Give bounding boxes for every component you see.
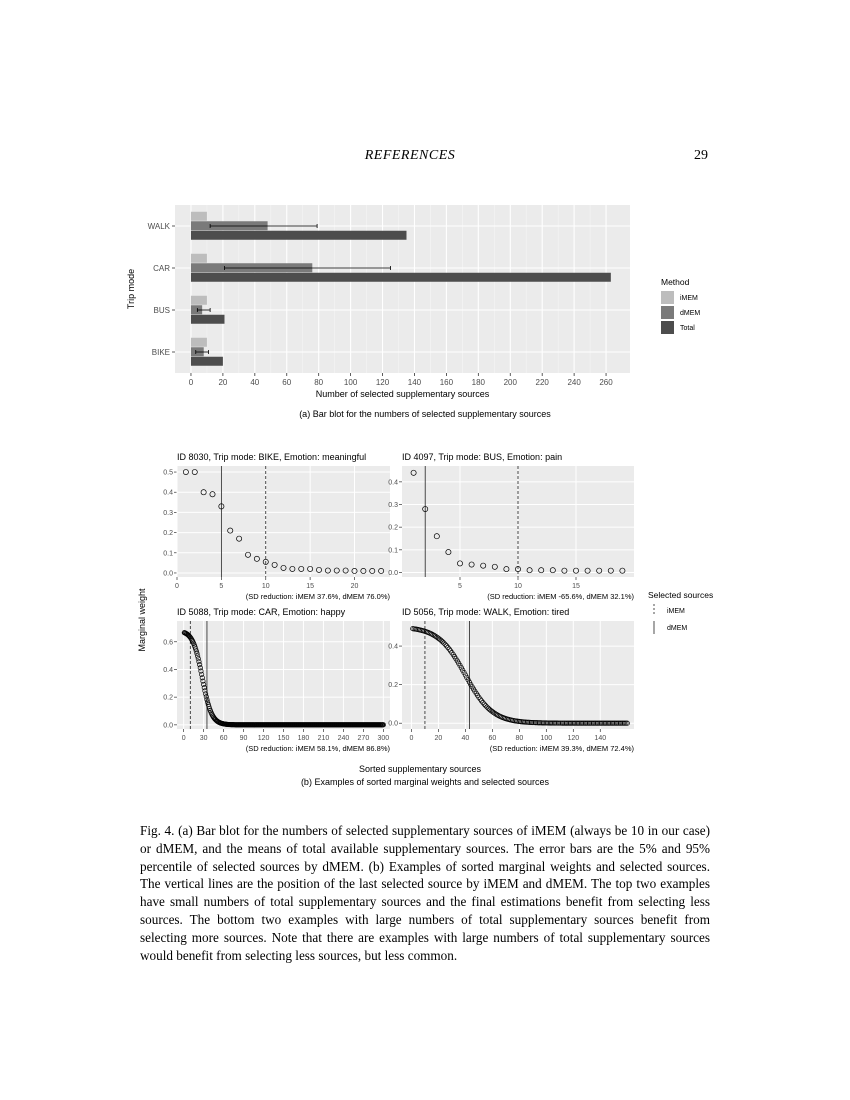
y-tick-label: BIKE — [151, 348, 170, 357]
x-tick-label: 40 — [461, 735, 470, 742]
y-tick-label: 0.4 — [388, 643, 398, 651]
x-tick-label: 260 — [599, 378, 613, 387]
y-tick-label: 0.4 — [163, 489, 173, 497]
bar-total — [191, 315, 225, 324]
y-tick-label: 0.1 — [163, 550, 173, 558]
x-tick-label: 0 — [188, 378, 194, 387]
plot-panel — [177, 466, 390, 577]
y-tick-label: 0.3 — [163, 509, 173, 517]
y-tick-label: 0.0 — [388, 569, 398, 577]
bar-imem — [191, 338, 207, 347]
x-tick-label: 5 — [219, 583, 224, 590]
x-tick-label: 210 — [317, 735, 330, 742]
bar-imem — [191, 254, 207, 263]
y-axis-label: Trip mode — [126, 268, 136, 310]
x-tick-label: 160 — [439, 378, 454, 387]
panel-title: ID 5088, Trip mode: CAR, Emotion: happy — [177, 607, 346, 617]
x-tick-label: 40 — [250, 378, 260, 387]
x-tick-label: 100 — [343, 378, 358, 387]
y-tick-label: 0.4 — [163, 666, 173, 674]
panel-note: (SD reduction: iMEM 39.3%, dMEM 72.4%) — [489, 744, 634, 753]
x-tick-label: 120 — [567, 735, 580, 742]
page-number: 29 — [694, 148, 708, 163]
x-tick-label: 300 — [377, 735, 390, 742]
x-tick-label: 140 — [407, 378, 422, 387]
y-tick-label: 0.2 — [163, 694, 173, 702]
panel-note: (SD reduction: iMEM 58.1%, dMEM 86.8%) — [245, 744, 390, 753]
x-tick-label: 20 — [434, 735, 443, 742]
bar-imem — [191, 296, 207, 305]
x-tick-label: 80 — [314, 378, 324, 387]
y-tick-label: CAR — [153, 264, 170, 273]
x-tick-label: 180 — [471, 378, 486, 387]
x-tick-label: 5 — [458, 583, 462, 590]
x-tick-label: 120 — [375, 378, 390, 387]
y-tick-label: 0.5 — [163, 469, 173, 477]
legend-title: Selected sources — [648, 590, 714, 600]
x-tick-label: 60 — [282, 378, 292, 387]
bar-chart-figure — [120, 195, 720, 425]
x-tick-label: 0 — [181, 735, 186, 742]
x-tick-label: 10 — [261, 583, 270, 590]
legend-label: dMEM — [680, 310, 701, 317]
bar-total — [191, 357, 223, 366]
y-tick-label: 0.0 — [388, 720, 398, 728]
subfigure-caption-a: (a) Bar blot for the numbers of selected supplementary sources — [299, 409, 551, 419]
x-tick-label: 220 — [535, 378, 549, 387]
panel-title: ID 4097, Trip mode: BUS, Emotion: pain — [402, 452, 563, 462]
legend-title: Method — [661, 277, 690, 287]
legend-label: iMEM — [667, 608, 685, 615]
y-tick-label: 0.0 — [163, 722, 173, 730]
subfigure-caption-b: (b) Examples of sorted marginal weights and selected sources — [300, 777, 550, 787]
bar-imem — [191, 212, 207, 221]
x-tick-label: 120 — [257, 735, 270, 742]
legend-key — [661, 291, 674, 304]
x-tick-label: 60 — [488, 735, 497, 742]
x-tick-label: 100 — [540, 735, 553, 742]
y-tick-label: 0.1 — [388, 547, 398, 555]
y-tick-label: 0.3 — [388, 502, 398, 510]
x-tick-label: 240 — [337, 735, 350, 742]
panel-title: ID 5056, Trip mode: WALK, Emotion: tired — [402, 607, 570, 617]
y-tick-label: 0.0 — [163, 570, 173, 578]
y-tick-label: 0.2 — [388, 524, 398, 532]
x-tick-label: 270 — [357, 735, 370, 742]
figure-caption: Fig. 4. (a) Bar blot for the numbers of selected supplementary sources of iMEM (always be 10 in our case) or dMEM, and the means of total available supplementary sources. The error bars are the 5% and 95% percentile of selected sources by dMEM. (b) Examples of sorted marginal weights and selected sources. The vertical lines are the position of the last selected source by iMEM and dMEM. The top two examples have small numbers of total supplementary sources and the final estimations benefit from selecting less sources. The bottom two examples with large numbers of total supplementary sources benefit from selecting more sources. Note that there are examples with large numbers of total supplementary sources would benefit from selecting less sources, but less common. — [140, 823, 710, 963]
legend-key — [661, 306, 674, 319]
y-tick-label: WALK — [147, 222, 170, 231]
x-tick-label: 60 — [219, 735, 228, 742]
bar-total — [191, 231, 407, 240]
x-axis-label: Number of selected supplementary sources — [315, 389, 490, 399]
legend-label: iMEM — [680, 295, 698, 302]
y-tick-label: 0.4 — [388, 479, 398, 487]
x-axis-label: Sorted supplementary sources — [358, 764, 482, 774]
y-tick-label: 0.2 — [163, 530, 173, 538]
x-tick-label: 140 — [594, 735, 607, 742]
y-tick-label: 0.6 — [163, 639, 173, 647]
x-tick-label: 80 — [515, 735, 524, 742]
scatter-panels-figure — [120, 445, 740, 795]
legend-key — [661, 321, 674, 334]
x-tick-label: 150 — [277, 735, 290, 742]
panel-note: (SD reduction: iMEM 37.6%, dMEM 76.0%) — [245, 592, 390, 601]
x-tick-label: 20 — [350, 583, 359, 590]
y-tick-label: 0.2 — [388, 682, 398, 690]
legend-label: dMEM — [667, 625, 688, 632]
y-axis-label: Marginal weight — [137, 588, 147, 652]
legend-label: Total — [680, 325, 695, 332]
x-tick-label: 180 — [297, 735, 310, 742]
running-header-title: REFERENCES — [364, 148, 456, 163]
x-tick-label: 30 — [199, 735, 208, 742]
x-tick-label: 240 — [567, 378, 581, 387]
x-tick-label: 200 — [503, 378, 517, 387]
x-tick-label: 90 — [239, 735, 248, 742]
x-tick-label: 15 — [306, 583, 315, 590]
x-tick-label: 0 — [175, 583, 179, 590]
bar-total — [191, 273, 611, 282]
x-tick-label: 20 — [218, 378, 228, 387]
x-tick-label: 0 — [409, 735, 414, 742]
x-tick-label: 15 — [572, 583, 580, 590]
y-tick-label: BUS — [153, 306, 170, 315]
panel-title: ID 8030, Trip mode: BIKE, Emotion: meaningful — [177, 452, 367, 462]
x-tick-label: 10 — [514, 583, 522, 590]
panel-note: (SD reduction: iMEM -65.6%, dMEM 32.1%) — [487, 592, 634, 601]
